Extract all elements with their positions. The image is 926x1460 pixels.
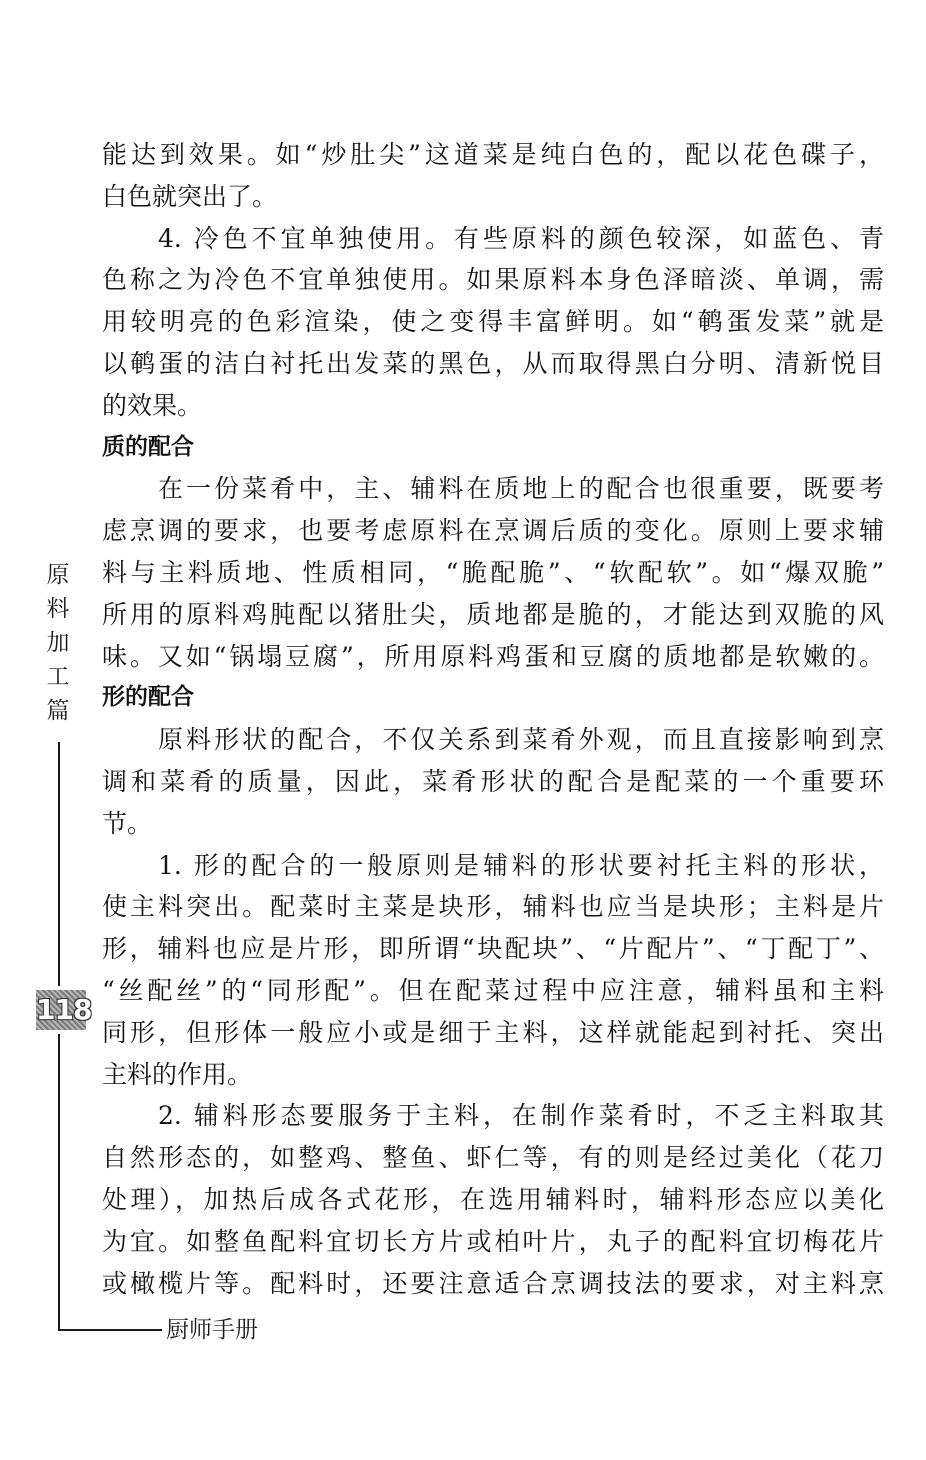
body-text	[102, 134, 884, 1304]
text-line: 同形，但形体一般应小或是细于主料，这样就能起到衬托、突出	[102, 1017, 884, 1047]
text-line: 料与主料质地、性质相同，“脆配脆”、“软配软”。如“爆双脆”	[102, 557, 884, 587]
section-heading: 形的配合	[102, 684, 194, 711]
text-line: 所用的原料鸡肫配以猪肚尖，质地都是脆的，才能达到双脆的风	[102, 599, 884, 629]
text-line: 2. 辅料形态要服务于主料，在制作菜肴时，不乏主料取其	[158, 1101, 884, 1131]
running-footer-title: 厨师手册	[166, 1317, 258, 1343]
text-line: 4. 冷色不宜单独使用。有些原料的颜色较深，如蓝色、青	[158, 223, 884, 253]
text-line: 主料的作用。	[102, 1059, 253, 1089]
text-line: 原料形状的配合，不仅关系到菜肴外观，而且直接影响到烹	[158, 725, 884, 755]
text-line: 以鹌蛋的洁白衬托出发菜的黑色，从而取得黑白分明、清新悦目	[102, 348, 884, 378]
text-line: 或橄榄片等。配料时，还要注意适合烹调技法的要求，对主料烹	[102, 1268, 884, 1298]
margin-rule-upper	[58, 742, 60, 986]
footer-rule	[58, 1329, 162, 1331]
margin-rule-lower	[58, 1034, 60, 1331]
side-label-char: 料	[46, 596, 70, 622]
side-label-char: 篇	[46, 698, 70, 724]
text-line: 味。又如“锅塌豆腐”，所用原料鸡蛋和豆腐的质地都是软嫩的。	[102, 641, 884, 671]
side-label-char: 加	[46, 630, 70, 656]
text-line: 白色就突出了。	[102, 181, 278, 211]
text-line: “丝配丝”的“同形配”。但在配菜过程中应注意，辅料虽和主料	[102, 975, 884, 1005]
text-line: 处理），加热后成各式花形，在选用辅料时，辅料形态应以美化	[102, 1184, 884, 1214]
text-line: 色称之为冷色不宜单独使用。如果原料本身色泽暗淡、单调，需	[102, 265, 884, 295]
page-number: 118	[36, 990, 86, 1030]
section-heading: 质的配合	[102, 433, 194, 460]
text-line: 在一份菜肴中，主、辅料在质地上的配合也很重要，既要考	[158, 474, 884, 504]
side-label-char: 工	[46, 664, 70, 690]
text-line: 为宜。如整鱼配料宜切长方片或柏叶片，丸子的配料宜切梅花片	[102, 1226, 884, 1256]
text-line: 虑烹调的要求，也要考虑原料在烹调后质的变化。原则上要求辅	[102, 516, 884, 546]
text-line: 能达到效果。如“炒肚尖”这道菜是纯白色的，配以花色碟子，	[102, 140, 884, 169]
text-line: 的效果。	[102, 390, 203, 420]
text-line: 1. 形的配合的一般原则是辅料的形状要衬托主料的形状，	[158, 850, 884, 880]
text-line: 用较明亮的色彩渲染，使之变得丰富鲜明。如“鹌蛋发菜”就是	[102, 307, 884, 337]
text-line: 自然形态的，如整鸡、整鱼、虾仁等，有的则是经过美化（花刀	[102, 1143, 884, 1173]
text-line: 形，辅料也应是片形，即所谓“块配块”、“片配片”、“丁配丁”、	[102, 934, 884, 964]
text-line: 使主料突出。配菜时主菜是块形，辅料也应当是块形；主料是片	[102, 892, 884, 922]
text-line: 节。	[102, 808, 153, 838]
section-side-label	[44, 558, 72, 728]
text-line: 调和菜肴的质量，因此，菜肴形状的配合是配菜的一个重要环	[102, 766, 884, 796]
side-label-char: 原	[46, 562, 70, 588]
